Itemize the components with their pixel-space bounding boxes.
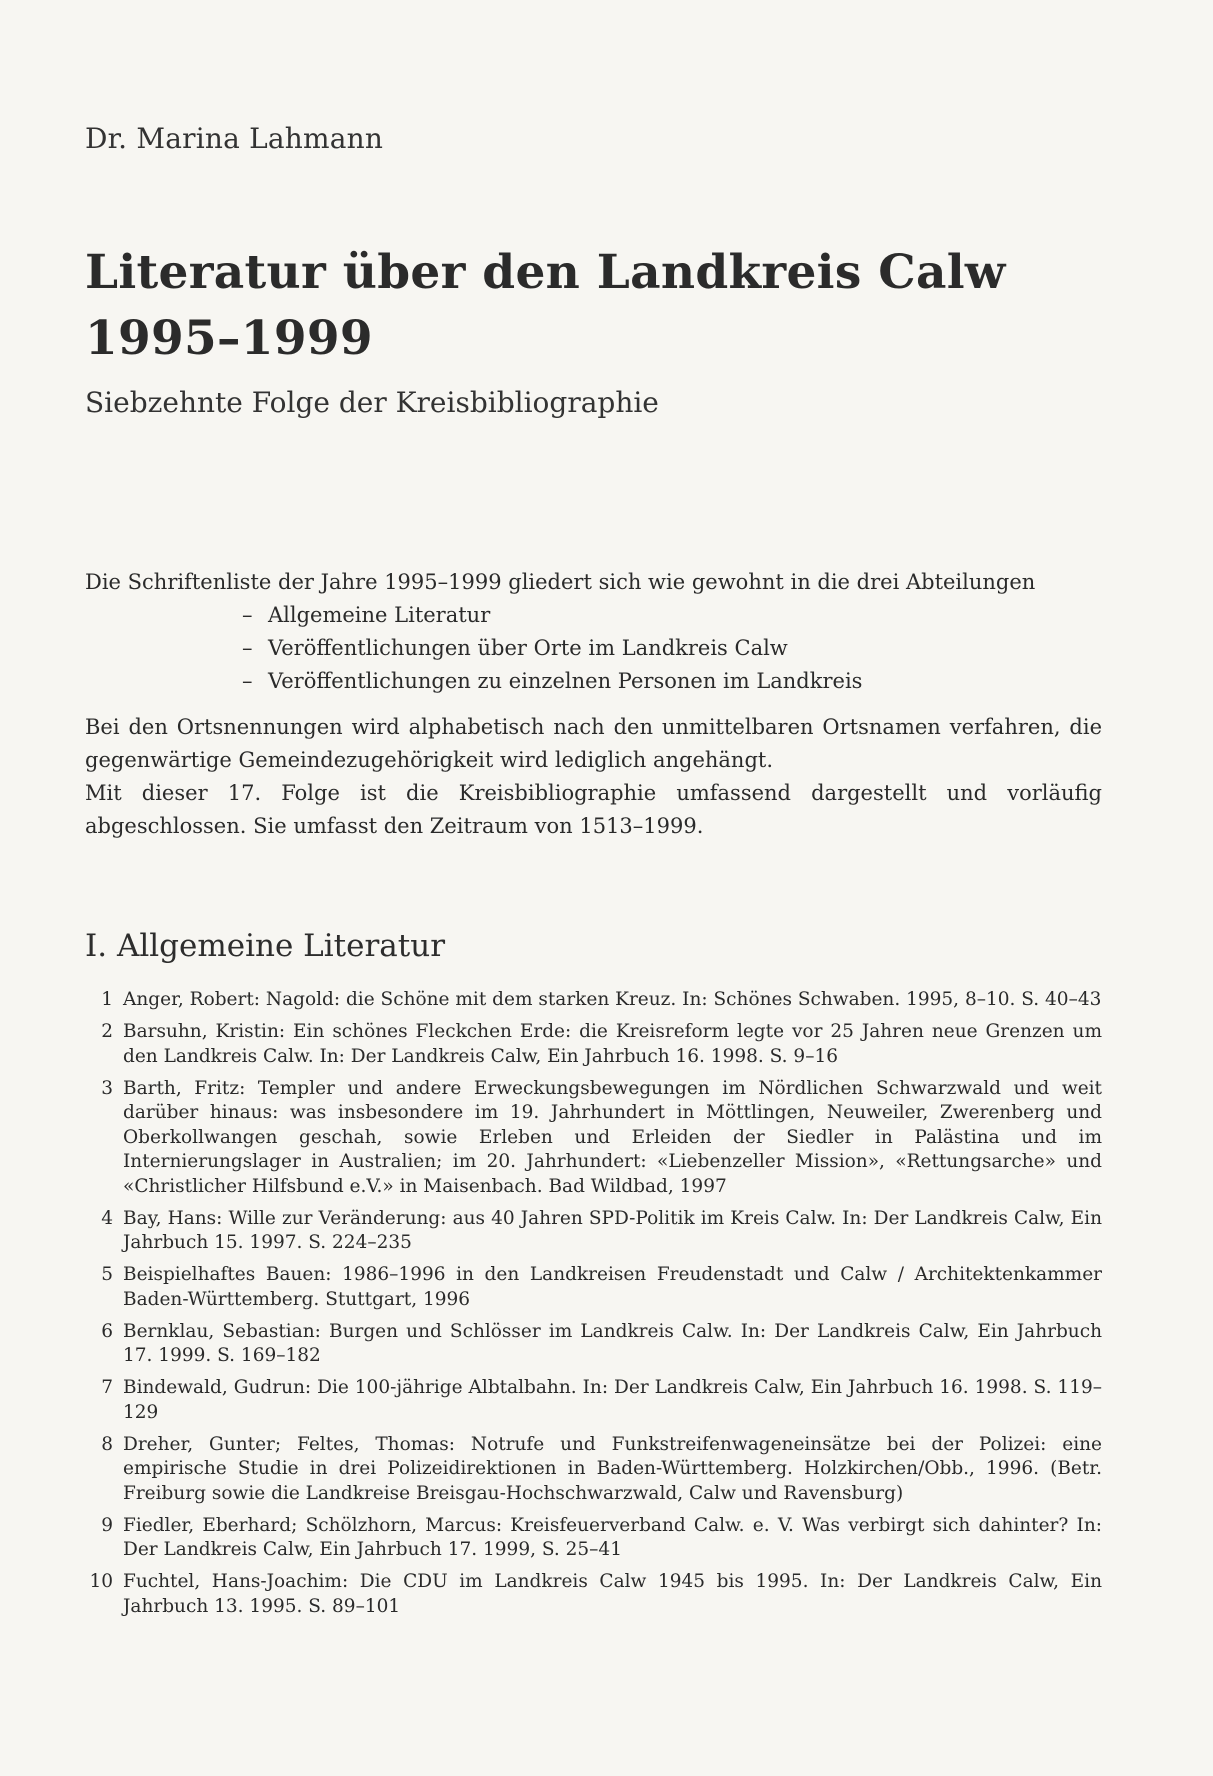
bibliography-list: [85, 988, 1102, 1627]
division-item: – Veröffentlichungen zu einzelnen Personen im Landkreis: [242, 669, 863, 693]
entry-text: Dreher, Gunter; Feltes, Thomas: Notrufe und Funkstreifenwageneinsätze bei der Polizei: eine empirische Studie in drei Polizeidirektionen in Baden-Württemberg. Holzkirchen/Obb., 1996. (Betr. Freiburg sowie die Landkreise Breisgau-Hochschwarzwald, Calw und Ravensburg): [123, 1433, 1102, 1504]
section-heading: I. Allgemeine Literatur: [85, 928, 446, 964]
title-line-1: Literatur über den Landkreis Calw: [85, 245, 1006, 300]
divisions-list: [85, 599, 1102, 698]
entry-number: 8: [101, 1433, 113, 1455]
entry-number: 2: [101, 1021, 113, 1042]
division-label: Allgemeine Literatur: [268, 603, 491, 627]
entry-text: Barsuhn, Kristin: Ein schönes Fleckchen Erde: die Kreisreform legte vor 25 Jahren neue Grenzen um den Landkreis Calw. In: Der Landkreis Calw, Ein Jahrbuch 16. 1998. S. 9–16: [123, 1021, 1102, 1067]
bibliography-entry: [85, 1077, 1102, 1200]
entry-number: 1: [101, 989, 113, 1010]
division-label: Veröffentlichungen zu einzelnen Personen im Landkreis: [268, 669, 863, 693]
division-item: – Veröffentlichungen über Orte im Landkreis Calw: [242, 636, 788, 660]
entry-text: Fuchtel, Hans-Joachim: Die CDU im Landkreis Calw 1945 bis 1995. In: Der Landkreis Calw, Ein Jahrbuch 13. 1995. S. 89–101: [123, 1571, 1102, 1617]
intro-paragraph-1: Bei den Ortsnennungen wird alphabetisch nach den unmittelbaren Ortsnamen verfahren, die gegenwärtige Gemeindezugehörigkeit wird lediglich angehängt.: [85, 715, 1102, 772]
entry-text: Bernklau, Sebastian: Burgen und Schlösser im Landkreis Calw. In: Der Landkreis Calw, Ein Jahrbuch 17. 1999. S. 169–182: [123, 1320, 1102, 1366]
entry-number: 4: [101, 1207, 113, 1229]
intro-paragraph-2: Mit dieser 17. Folge ist die Kreisbibliographie umfassend dargestellt und vorläufig abgeschlossen. Sie umfasst den Zeitraum von 1513–1999.: [85, 781, 1102, 838]
entry-number: 6: [101, 1320, 113, 1342]
entry-text: Bay, Hans: Wille zur Veränderung: aus 40 Jahren SPD-Politik im Kreis Calw. In: Der Landkreis Calw, Ein Jahrbuch 15. 1997. S. 224–235: [123, 1207, 1102, 1253]
entry-number: 7: [101, 1377, 113, 1398]
intro-lead: Die Schriftenliste der Jahre 1995–1999 gliedert sich wie gewohnt in die drei Abteilungen: [85, 570, 1036, 594]
entry-number: 9: [101, 1514, 113, 1536]
title-line-2: 1995–1999: [85, 311, 373, 366]
bibliography-entry: [85, 1207, 1102, 1256]
entry-text: Beispielhaftes Bauen: 1986–1996 in den Landkreisen Freudenstadt und Calw / Architektenkammer Baden-Württemberg. Stuttgart, 1996: [123, 1264, 1102, 1310]
bibliography-entry: [85, 1433, 1102, 1507]
bibliography-entry: [85, 1020, 1102, 1069]
entry-text: Fiedler, Eberhard; Schölzhorn, Marcus: Kreisfeuerverband Calw. e. V. Was verbirgt sich dahinter? In: Der Landkreis Calw, Ein Jahrbuch 17. 1999, S. 25–41: [123, 1514, 1102, 1560]
entry-text: Anger, Robert: Nagold: die Schöne mit dem starken Kreuz. In: Schönes Schwaben. 1995, 8–10. S. 40–43: [123, 989, 1102, 1010]
bibliography-entry: [85, 1263, 1102, 1312]
division-label: Veröffentlichungen über Orte im Landkreis Calw: [268, 636, 788, 660]
bibliography-entry: [85, 1320, 1102, 1369]
bibliography-entry: [85, 1514, 1102, 1563]
division-item: – Allgemeine Literatur: [242, 603, 491, 627]
intro-section: [85, 566, 1102, 843]
bibliography-entry: [85, 1376, 1102, 1425]
bibliography-entry: [85, 1570, 1102, 1619]
page-subtitle: Siebzehnte Folge der Kreisbibliographie: [85, 386, 659, 419]
bibliography-entry: [85, 988, 1102, 1013]
entry-number: 3: [101, 1077, 113, 1099]
author-name: Dr. Marina Lahmann: [85, 122, 384, 155]
entry-text: Barth, Fritz: Templer und andere Erweckungsbewegungen im Nördlichen Schwarzwald und weit darüber hinaus: was insbesondere im 19. Jahrhundert in Möttlingen, Neuweiler, Zwerenberg und Oberkollwangen geschah, sowie Erleben und Erleiden der Siedler in Palästina und im Internierungslager in Australien; im 20. Jahrhundert: «Liebenzeller Mission», «Rettungsarche» und «Christlicher Hilfsbund e.V.» in Maisenbach. Bad Wildbad, 1997: [123, 1077, 1102, 1197]
entry-text: Bindewald, Gudrun: Die 100-jährige Albtalbahn. In: Der Landkreis Calw, Ein Jahrbuch 16. 1998. S. 119–129: [123, 1377, 1102, 1423]
page-title: [85, 240, 1006, 372]
entry-number: 5: [101, 1264, 113, 1285]
entry-number: 10: [89, 1571, 113, 1592]
